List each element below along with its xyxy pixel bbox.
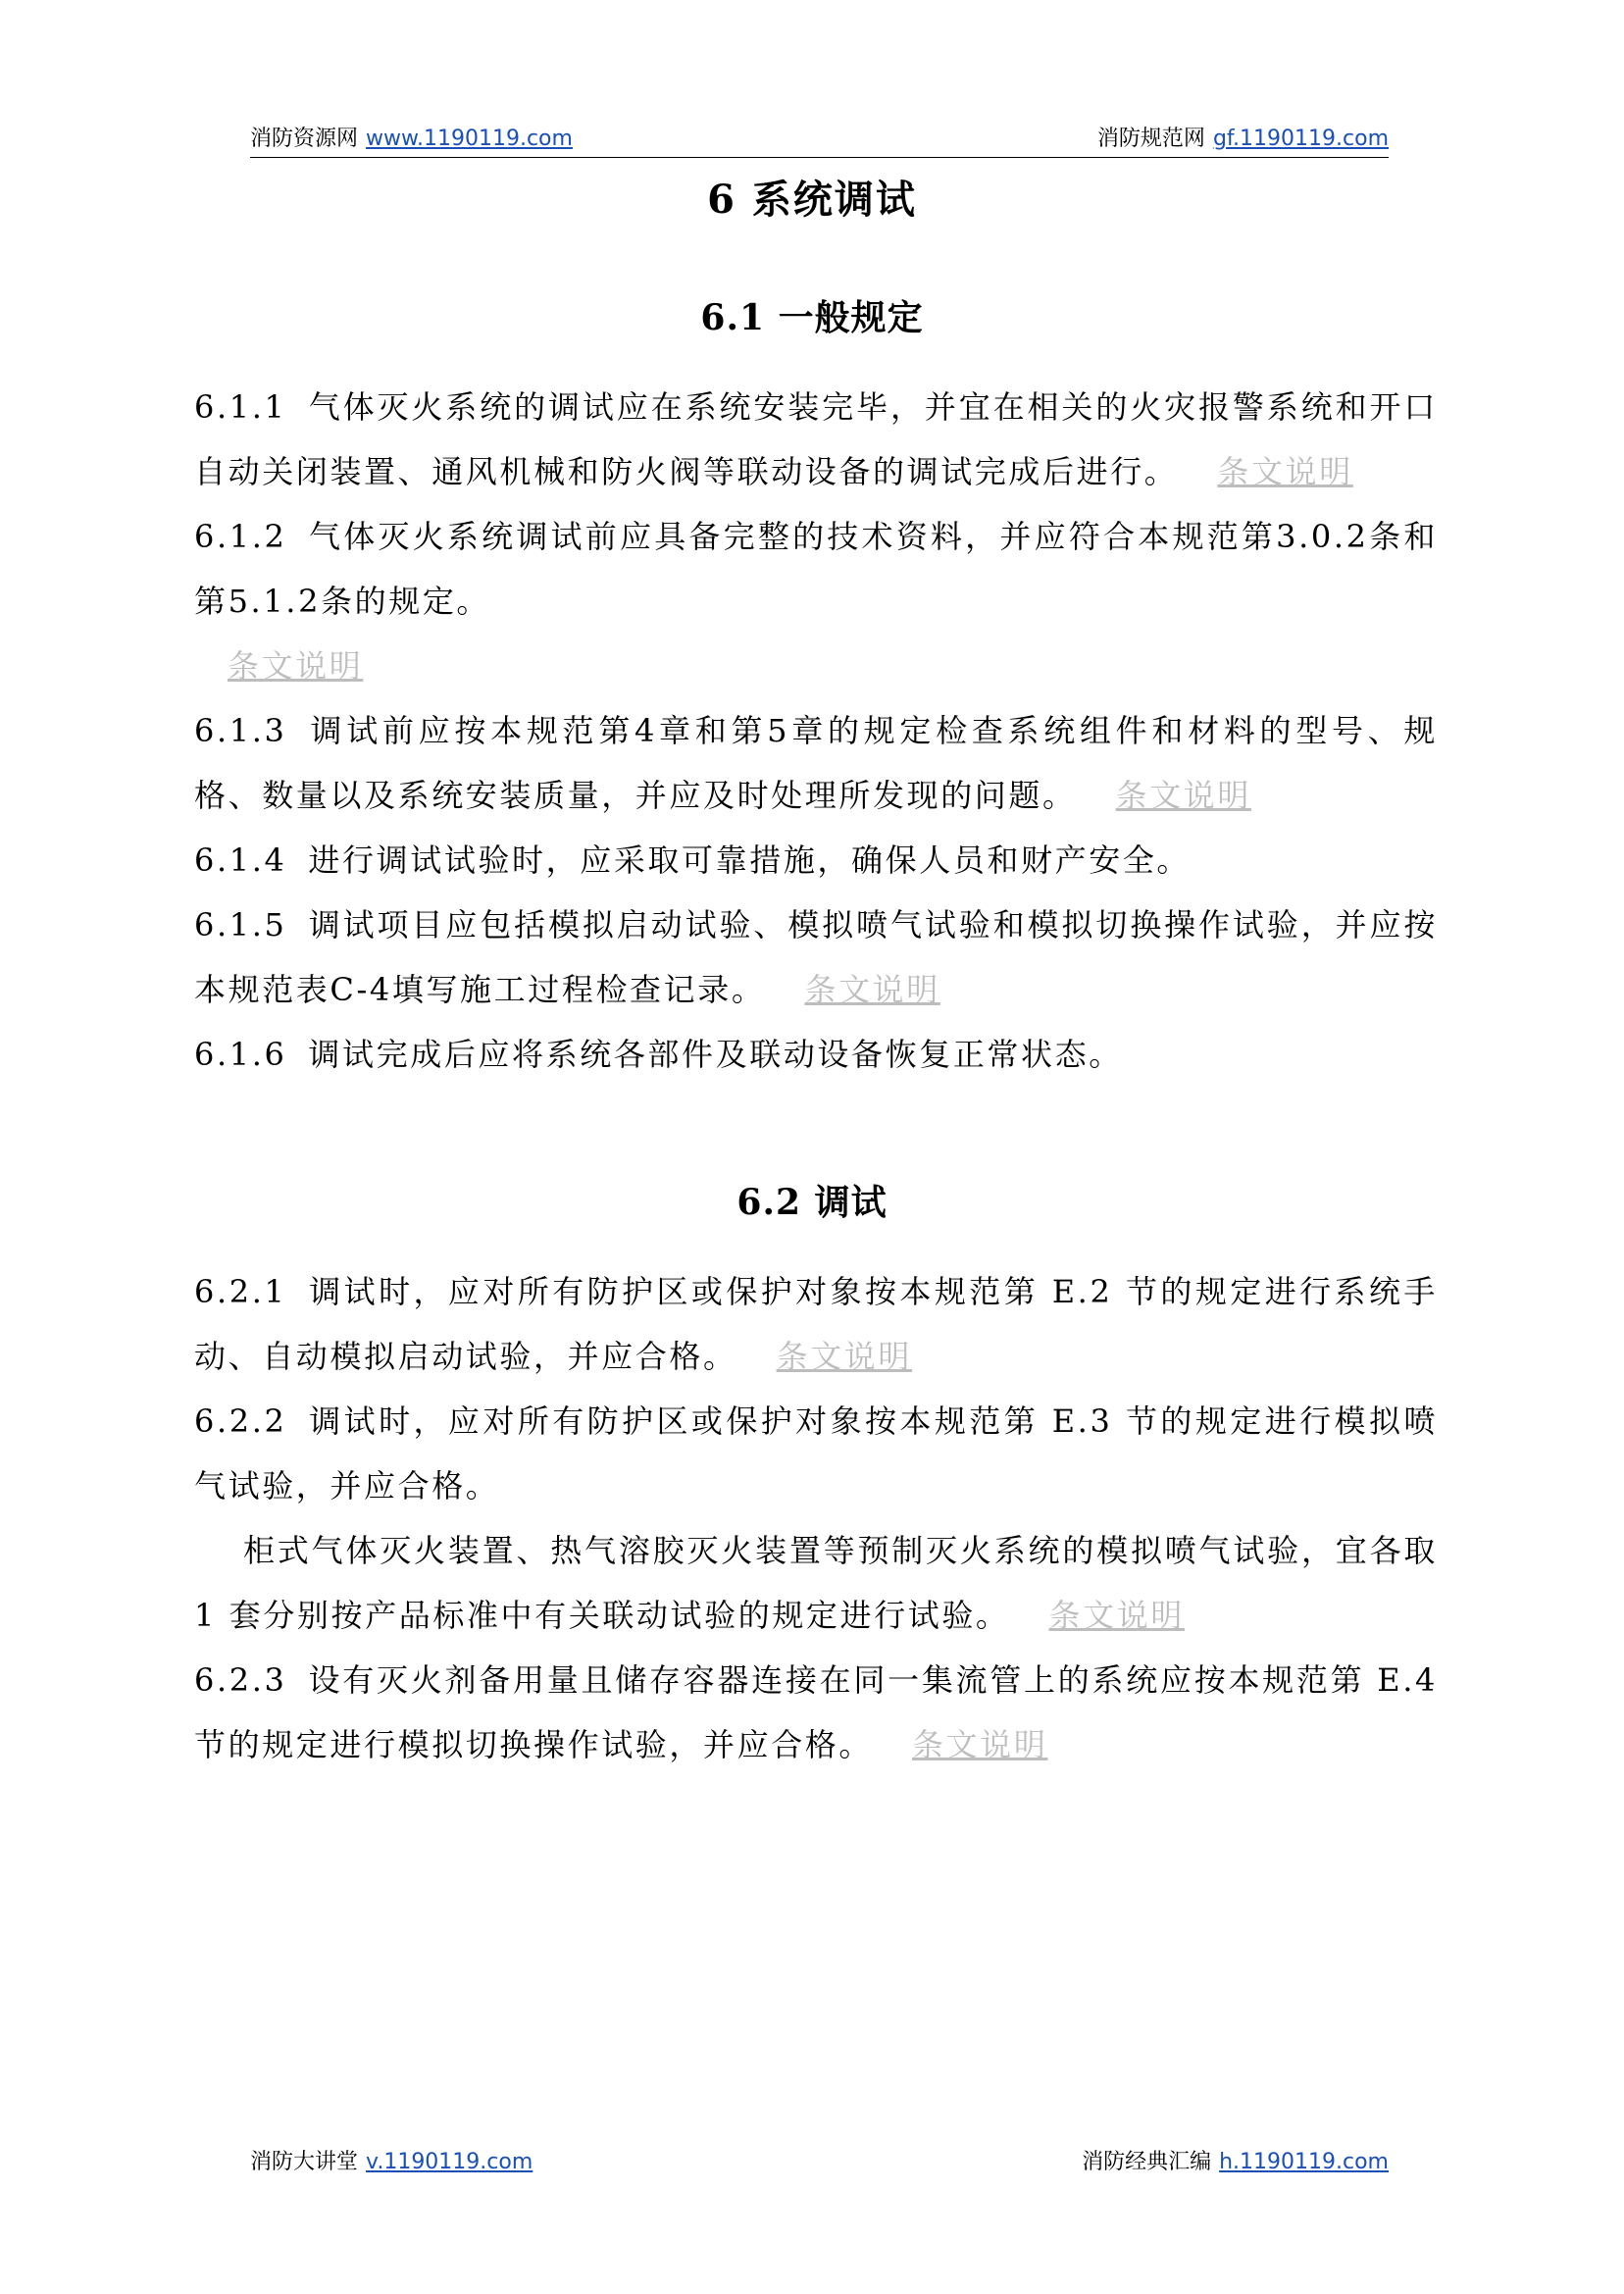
clause-6-1-2 [194,504,1438,634]
chapter-title: 6 系统调试 [707,177,917,223]
clause-note-link[interactable]: 条文说明 [1217,453,1353,490]
clause-6-2-2-paragraph [194,1518,1438,1648]
clause-note-link[interactable]: 条文说明 [228,647,364,685]
clause-number: 6.1.3 [194,712,287,749]
footer-right-label: 消防经典汇编 [1082,2150,1212,2174]
clause-note-link[interactable]: 条文说明 [776,1338,913,1375]
clause-6-2-2 [194,1389,1438,1518]
clause-6-1-3 [194,698,1438,828]
clause-6-1-5 [194,892,1438,1022]
clause-6-1-6 [194,1022,1438,1087]
clause-number: 6.1.6 [194,1036,287,1073]
clause-6-1-1 [194,375,1438,504]
clause-number: 6.2.3 [194,1661,287,1699]
clause-text: 进行调试试验时，应采取可靠措施，确保人员和财产安全。 [308,841,1192,879]
clause-text: 调试时，应对所有防护区或保护对象按本规范第 E.3 节的规定进行模拟喷气试验，并应合格。 [194,1402,1438,1504]
clause-note-link[interactable]: 条文说明 [1048,1597,1185,1634]
clause-text: 气体灭火系统的调试应在系统安装完毕，并宜在相关的火灾报警系统和开口自动关闭装置、通风机械和防火阀等联动设备的调试完成后进行。 [194,388,1438,490]
clause-text: 设有灭火剂备用量且储存容器连接在同一集流管上的系统应按本规范第 E.4 节的规定进行模拟切换操作试验，并应合格。 [194,1661,1438,1763]
section-title-6-2: 6.2 调试 [736,1182,888,1223]
section-title-6-1: 6.1 一般规定 [700,297,924,338]
page-header [250,118,1389,158]
clause-note-link[interactable]: 条文说明 [912,1726,1048,1763]
header-right-link[interactable]: gf.1190119.com [1212,127,1389,151]
footer-left-label: 消防大讲堂 [250,2150,359,2174]
clause-number: 6.1.1 [194,388,287,426]
clause-number: 6.1.2 [194,518,287,555]
footer-left-link[interactable]: v.1190119.com [366,2150,533,2174]
header-left [250,122,573,152]
clause-note-link[interactable]: 条文说明 [804,971,940,1008]
header-right-label: 消防规范网 [1096,127,1205,151]
footer-right [1082,2145,1389,2175]
clause-text: 调试完成后应将系统各部件及联动设备恢复正常状态。 [308,1036,1123,1073]
header-right [1097,122,1389,152]
clause-text: 气体灭火系统调试前应具备完整的技术资料，并应符合本规范第3.0.2条和第5.1.2条的规定。 [194,518,1438,620]
clause-6-1-4 [194,828,1438,892]
clause-6-2-3 [194,1648,1438,1777]
footer-left [250,2145,533,2175]
clause-6-2-1 [194,1259,1438,1389]
footer-right-link[interactable]: h.1190119.com [1219,2150,1389,2174]
clause-text: 调试前应按本规范第4章和第5章的规定检查系统组件和材料的型号、规格、数量以及系统安装质量，并应及时处理所发现的问题。 [194,712,1438,814]
page-footer [250,2141,1389,2180]
clause-number: 6.2.2 [194,1402,287,1440]
clause-number: 6.2.1 [194,1273,287,1310]
clause-text: 调试项目应包括模拟启动试验、模拟喷气试验和模拟切换操作试验，并应按本规范表C-4填写施工过程检查记录。 [194,906,1438,1008]
clause-number: 6.1.4 [194,841,287,879]
header-left-link[interactable]: www.1190119.com [366,127,573,151]
clause-text: 柜式气体灭火装置、热气溶胶灭火装置等预制灭火系统的模拟喷气试验，宜各取 1 套分别按产品标准中有关联动试验的规定进行试验。 [194,1532,1438,1634]
clause-number: 6.1.5 [194,906,287,943]
clause-text: 调试时，应对所有防护区或保护对象按本规范第 E.2 节的规定进行系统手动、自动模拟启动试验，并应合格。 [194,1273,1438,1375]
clause-note-link[interactable]: 条文说明 [1115,777,1252,814]
header-left-label: 消防资源网 [250,127,359,151]
